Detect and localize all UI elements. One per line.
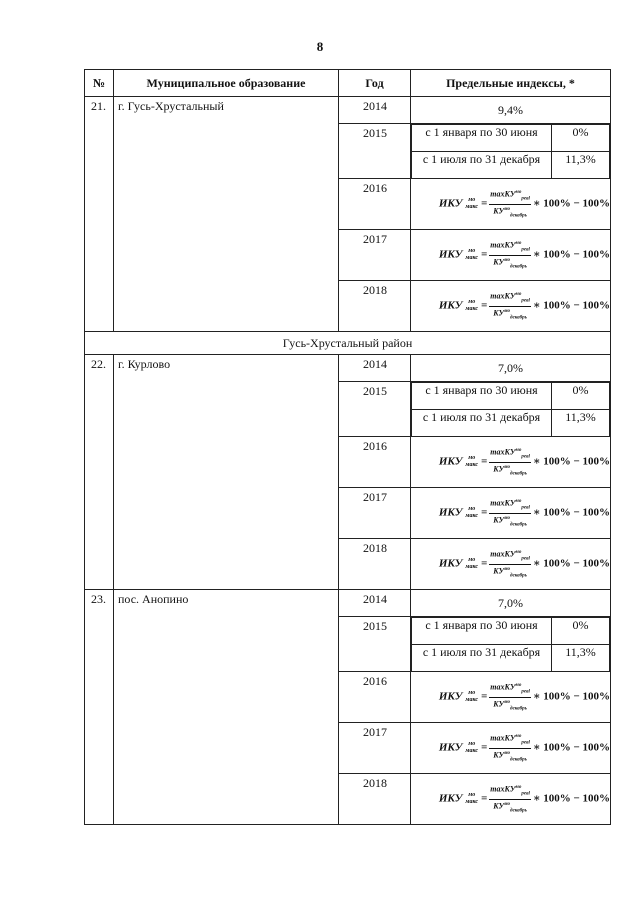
formula-equals: = [480, 248, 488, 261]
formula-fraction [489, 732, 531, 764]
formula-sub-top: мо [468, 741, 476, 747]
formula-cell [411, 672, 611, 723]
formula-denominator-sup: мо [504, 515, 511, 521]
period-value: 11,3% [552, 645, 610, 671]
header-indices: Предельные индексы, * [411, 70, 611, 97]
formula-subscript [465, 299, 478, 313]
period-value: 0% [552, 618, 610, 645]
row-number: 22. [85, 355, 114, 590]
period-label: с 1 июля по 31 декабря [412, 645, 552, 671]
period-value: 11,3% [552, 152, 610, 178]
formula-tail: ∗ 100% − 100% [532, 792, 610, 805]
index-value: 7,0% [411, 355, 611, 382]
formula-fraction [489, 783, 531, 815]
row-number: 21. [85, 97, 114, 332]
table-row [85, 97, 611, 124]
formula-tail: ∗ 100% − 100% [532, 299, 610, 312]
formula-equals: = [480, 506, 488, 519]
formula-tail: ∗ 100% − 100% [532, 197, 610, 210]
formula-denominator: KУ [493, 566, 505, 576]
year-cell: 2014 [339, 97, 411, 124]
period-cell [411, 617, 611, 672]
municipality-name: г. Курлово [114, 355, 339, 590]
formula-cell [411, 539, 611, 590]
formula-numerator: maxKУ [490, 682, 516, 692]
period-subtable [411, 617, 610, 671]
formula-sub-top: мо [468, 506, 476, 512]
formula-fraction [489, 290, 531, 322]
page-number: 8 [316, 39, 324, 54]
formula-denominator: KУ [493, 699, 505, 709]
period-cell [411, 382, 611, 437]
formula-denominator: KУ [493, 257, 505, 267]
formula-sub-top: мо [468, 248, 476, 254]
formula-numerator-sup: мо [515, 550, 522, 556]
formula-numerator-sup: мо [515, 292, 522, 298]
formula-fraction [489, 188, 531, 220]
formula-cell [411, 281, 611, 332]
formula-lhs: ИКУ [438, 741, 463, 754]
index-value: 7,0% [411, 590, 611, 617]
formula-denominator-sub: декабрь [510, 212, 527, 218]
formula-denominator-sup: мо [504, 699, 511, 705]
formula-denominator-sup: мо [504, 257, 511, 263]
period-value: 0% [552, 383, 610, 410]
formula-subscript [465, 248, 478, 262]
formula-equals: = [480, 299, 488, 312]
formula-cell [411, 488, 611, 539]
index-value: 9,4% [411, 97, 611, 124]
year-cell: 2018 [339, 774, 411, 825]
year-cell: 2018 [339, 539, 411, 590]
formula-numerator-sub: реаl [521, 196, 530, 202]
formula-sub-top: мо [468, 197, 476, 203]
formula-numerator-sub: реаl [521, 247, 530, 253]
district-title: Гусь-Хрустальный район [85, 332, 611, 355]
formula-denominator-sub: декабрь [510, 807, 527, 813]
formula-cell [411, 437, 611, 488]
formula-fraction [489, 548, 531, 580]
year-cell: 2014 [339, 590, 411, 617]
header-year: Год [339, 70, 411, 97]
formula-cell [411, 230, 611, 281]
formula-subscript [465, 506, 478, 520]
formula-lhs: ИКУ [438, 506, 463, 519]
formula-denominator-sub: декабрь [510, 705, 527, 711]
year-cell: 2017 [339, 488, 411, 539]
year-cell: 2016 [339, 179, 411, 230]
period-subtable [411, 382, 610, 436]
formula-sub-bottom: макс [465, 564, 478, 570]
formula-sub-bottom: макс [465, 697, 478, 703]
formula-fraction [489, 497, 531, 529]
formula-denominator-sub: декабрь [510, 572, 527, 578]
formula-numerator-sub: реаl [521, 454, 530, 460]
formula-sub-bottom: макс [465, 462, 478, 468]
formula-denominator-sup: мо [504, 750, 511, 756]
year-cell: 2016 [339, 672, 411, 723]
formula-numerator: maxKУ [490, 733, 516, 743]
year-cell: 2015 [339, 382, 411, 437]
formula-numerator: maxKУ [490, 784, 516, 794]
formula-numerator-sup: мо [515, 241, 522, 247]
table-row [85, 355, 611, 382]
period-cell [411, 124, 611, 179]
formula-tail: ∗ 100% − 100% [532, 506, 610, 519]
formula-denominator: KУ [493, 750, 505, 760]
municipality-name: г. Гусь-Хрустальный [114, 97, 339, 332]
formula-subscript [465, 792, 478, 806]
formula-denominator-sub: декабрь [510, 521, 527, 527]
formula-numerator-sub: реаl [521, 740, 530, 746]
formula-sub-bottom: макс [465, 255, 478, 261]
formula-tail: ∗ 100% − 100% [532, 557, 610, 570]
formula-cell [411, 774, 611, 825]
year-cell: 2015 [339, 124, 411, 179]
formula-numerator-sup: мо [515, 683, 522, 689]
formula-denominator-sub: декабрь [510, 470, 527, 476]
formula-sub-top: мо [468, 299, 476, 305]
formula-numerator-sub: реаl [521, 689, 530, 695]
formula-fraction [489, 681, 531, 713]
formula-numerator: maxKУ [490, 498, 516, 508]
formula-denominator-sub: декабрь [510, 263, 527, 269]
formula-equals: = [480, 690, 488, 703]
formula-equals: = [480, 455, 488, 468]
header-number: № [85, 70, 114, 97]
period-value: 0% [552, 125, 610, 152]
formula-equals: = [480, 741, 488, 754]
formula-equals: = [480, 792, 488, 805]
table-row [85, 590, 611, 617]
period-label: с 1 июля по 31 декабря [412, 152, 552, 178]
formula-equals: = [480, 557, 488, 570]
formula-denominator-sup: мо [504, 801, 511, 807]
header-municipality: Муниципальное образование [114, 70, 339, 97]
formula-lhs: ИКУ [438, 455, 463, 468]
formula-tail: ∗ 100% − 100% [532, 741, 610, 754]
period-label: с 1 января по 30 июня [412, 618, 552, 645]
formula-numerator-sup: мо [515, 734, 522, 740]
formula-denominator: KУ [493, 308, 505, 318]
formula-cell [411, 179, 611, 230]
formula-numerator: maxKУ [490, 447, 516, 457]
formula-numerator: maxKУ [490, 549, 516, 559]
formula-numerator: maxKУ [490, 240, 516, 250]
formula-fraction [489, 239, 531, 271]
formula-denominator-sup: мо [504, 308, 511, 314]
year-cell: 2014 [339, 355, 411, 382]
period-label: с 1 июля по 31 декабря [412, 410, 552, 436]
row-number: 23. [85, 590, 114, 825]
formula-sub-bottom: макс [465, 513, 478, 519]
formula-numerator-sup: мо [515, 448, 522, 454]
formula-numerator-sub: реаl [521, 298, 530, 304]
formula-lhs: ИКУ [438, 557, 463, 570]
period-label: с 1 января по 30 июня [412, 125, 552, 152]
formula-sub-top: мо [468, 690, 476, 696]
formula-subscript [465, 197, 478, 211]
formula-tail: ∗ 100% − 100% [532, 690, 610, 703]
formula-sub-top: мо [468, 557, 476, 563]
formula-denominator: KУ [493, 206, 505, 216]
formula-numerator-sup: мо [515, 190, 522, 196]
formula-subscript [465, 455, 478, 469]
formula-tail: ∗ 100% − 100% [532, 455, 610, 468]
year-cell: 2015 [339, 617, 411, 672]
formula-numerator-sub: реаl [521, 791, 530, 797]
formula-subscript [465, 690, 478, 704]
formula-denominator: KУ [493, 515, 505, 525]
formula-numerator-sup: мо [515, 785, 522, 791]
year-cell: 2018 [339, 281, 411, 332]
formula-numerator: maxKУ [490, 291, 516, 301]
formula-sub-top: мо [468, 792, 476, 798]
district-row [85, 332, 611, 355]
formula-lhs: ИКУ [438, 792, 463, 805]
formula-sub-bottom: макс [465, 748, 478, 754]
indices-table [84, 69, 611, 825]
formula-numerator-sup: мо [515, 499, 522, 505]
period-label: с 1 января по 30 июня [412, 383, 552, 410]
formula-numerator-sub: реаl [521, 556, 530, 562]
formula-sub-bottom: макс [465, 306, 478, 312]
formula-sub-bottom: макс [465, 204, 478, 210]
formula-lhs: ИКУ [438, 248, 463, 261]
formula-denominator-sub: декабрь [510, 756, 527, 762]
formula-equals: = [480, 197, 488, 210]
formula-fraction [489, 446, 531, 478]
period-subtable [411, 124, 610, 178]
formula-subscript [465, 741, 478, 755]
municipality-name: пос. Анопино [114, 590, 339, 825]
formula-cell [411, 723, 611, 774]
formula-numerator: maxKУ [490, 189, 516, 199]
year-cell: 2017 [339, 723, 411, 774]
formula-sub-bottom: макс [465, 799, 478, 805]
formula-denominator: KУ [493, 801, 505, 811]
formula-subscript [465, 557, 478, 571]
formula-denominator-sub: декабрь [510, 314, 527, 320]
formula-lhs: ИКУ [438, 197, 463, 210]
year-cell: 2016 [339, 437, 411, 488]
formula-denominator-sup: мо [504, 566, 511, 572]
formula-denominator-sup: мо [504, 206, 511, 212]
year-cell: 2017 [339, 230, 411, 281]
formula-sub-top: мо [468, 455, 476, 461]
formula-denominator: KУ [493, 464, 505, 474]
formula-denominator-sup: мо [504, 464, 511, 470]
header-row [85, 70, 611, 97]
formula-numerator-sub: реаl [521, 505, 530, 511]
period-value: 11,3% [552, 410, 610, 436]
formula-lhs: ИКУ [438, 299, 463, 312]
formula-tail: ∗ 100% − 100% [532, 248, 610, 261]
formula-lhs: ИКУ [438, 690, 463, 703]
